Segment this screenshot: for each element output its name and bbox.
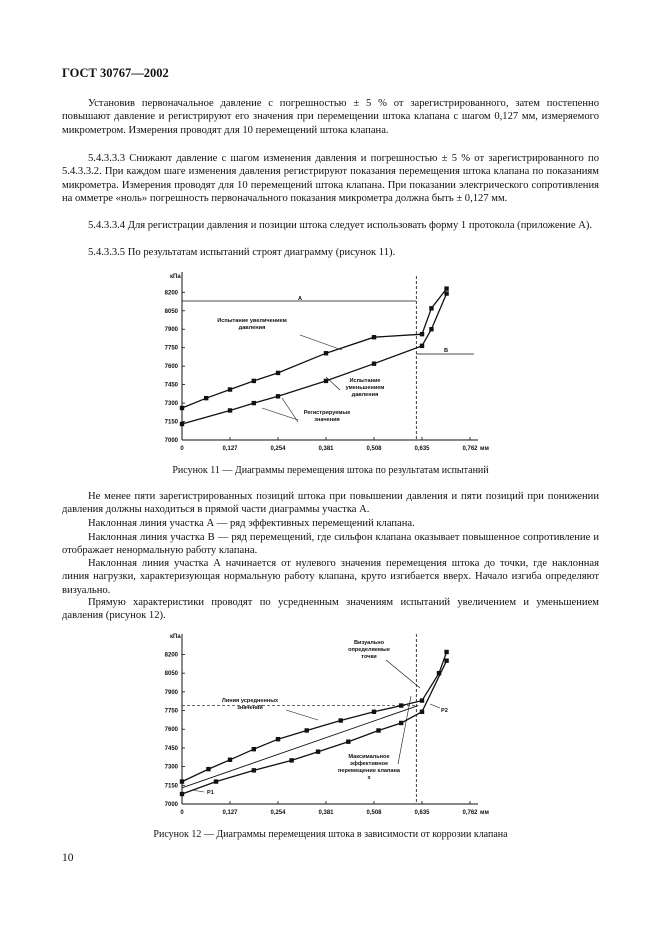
paragraph: Установив первоначальное давление с погрешностью ± 5 % от зарегистрированного, затем постепенно повышают давление и регистрируют его значения при перемещении штока клапана с шагом 0,127 мм, измеряемого микрометром. Измерения проводят для 10 перемещений штока клапана. xyxy=(62,98,599,136)
data-point xyxy=(228,408,232,412)
data-point xyxy=(228,758,232,762)
data-point xyxy=(206,767,210,771)
data-point xyxy=(252,379,256,383)
max-displacement-label: Максимальное эффективное перемещение клапана х xyxy=(337,754,401,781)
x-tick-label: 0,508 xyxy=(366,810,382,816)
paragraph: Прямую характеристики проводят по усредненным значениям испытаний увеличением и уменьшением давления (рисунок 12). xyxy=(62,597,599,622)
visual-label-wrap xyxy=(340,640,398,670)
data-point xyxy=(372,361,376,365)
x-unit-label: мм xyxy=(480,446,489,452)
decrease-label-wrap xyxy=(338,378,392,404)
series-line xyxy=(182,289,447,408)
increase-label-wrap xyxy=(206,318,298,340)
page-number: 10 xyxy=(62,852,74,864)
data-point xyxy=(289,758,293,762)
figure-11-chart xyxy=(0,262,661,462)
page-header: ГОСТ 30767—2002 xyxy=(62,66,169,80)
data-point xyxy=(252,768,256,772)
data-point xyxy=(276,394,280,398)
data-point xyxy=(252,747,256,751)
x-unit-label: мм xyxy=(480,810,489,816)
data-point xyxy=(228,387,232,391)
y-tick-label: 7450 xyxy=(164,382,178,389)
visual-points-label: Визуально определяемые точки xyxy=(348,640,390,660)
data-point xyxy=(399,703,403,707)
x-tick-label: 0,381 xyxy=(318,446,334,452)
data-point xyxy=(420,710,424,714)
y-tick-label: 7300 xyxy=(164,401,178,408)
x-tick-label: 0,635 xyxy=(414,810,430,816)
data-point xyxy=(180,406,184,410)
y-axis-unit xyxy=(170,274,181,280)
y-unit-label: кПа xyxy=(170,274,181,280)
data-point xyxy=(420,332,424,336)
data-point xyxy=(204,396,208,400)
data-point xyxy=(305,728,309,732)
y-tick-label: 7900 xyxy=(164,689,178,696)
data-point xyxy=(276,737,280,741)
y-tick-label: 7450 xyxy=(164,745,178,752)
data-point xyxy=(420,698,424,702)
leader-line xyxy=(300,335,342,350)
y-tick-label: 7600 xyxy=(164,364,178,371)
max-label-wrap xyxy=(336,754,402,788)
y-tick-label: 7150 xyxy=(164,783,178,790)
figure-12-chart xyxy=(0,624,661,824)
y-tick-label: 8200 xyxy=(164,652,178,659)
x-tick-label: 0,381 xyxy=(318,810,334,816)
x-tick-label: 0 xyxy=(180,810,184,816)
leader-line xyxy=(286,710,318,720)
annotations xyxy=(206,296,448,430)
y-tick-label: 7000 xyxy=(164,438,178,444)
paragraph: Наклонная линия участка В — ряд перемещений, где сильфон клапана оказывает повышенное сопротивление и отображает ненормальную работу клапана. xyxy=(62,532,599,557)
data-point xyxy=(429,306,433,310)
y-axis-unit xyxy=(170,634,181,640)
decrease-label: Испытание уменьшением давления xyxy=(345,378,385,398)
figure-11-caption: Рисунок 11 — Диаграммы перемещения штока по результатам испытаний xyxy=(172,465,489,476)
y-tick-label: 7750 xyxy=(164,708,178,715)
data-point xyxy=(180,422,184,426)
data-point xyxy=(444,650,448,654)
avg-label-wrap xyxy=(218,698,282,720)
y-tick-label: 8050 xyxy=(164,308,178,315)
leader-line xyxy=(430,704,440,708)
data-point xyxy=(372,335,376,339)
data-point xyxy=(276,371,280,375)
data-point xyxy=(180,792,184,796)
data-point xyxy=(324,379,328,383)
x-tick-label: 0,762 xyxy=(462,810,478,816)
y-tick-label: 7300 xyxy=(164,764,178,771)
paragraph: 5.4.3.3.5 По результатам испытаний строят диаграмму (рисунок 11). xyxy=(88,247,396,258)
data-point xyxy=(252,401,256,405)
data-point xyxy=(316,749,320,753)
data-point xyxy=(399,721,403,725)
y-tick-label: 7600 xyxy=(164,727,178,734)
registered-label: Регистрируемые значения xyxy=(303,410,351,423)
data-point xyxy=(339,718,343,722)
x-tick-label: 0,635 xyxy=(414,446,430,452)
x-tick-label: 0 xyxy=(180,446,184,452)
increase-label: Испытание увеличением давления xyxy=(217,318,287,331)
data-point xyxy=(444,286,448,290)
y-tick-label: 7150 xyxy=(164,419,178,426)
series-lines xyxy=(180,286,449,426)
y-tick-label: 7000 xyxy=(164,802,178,808)
paragraph: Наклонная линия участка А начинается от нулевого значения перемещения штока до точки, где наклонная линия нагрузки, характеризующая нормальную работу клапана, круто изгибается вверх. Начало изгиба определяют визуально. xyxy=(62,558,599,596)
x-tick-label: 0,762 xyxy=(462,446,478,452)
data-point xyxy=(324,351,328,355)
data-point xyxy=(376,728,380,732)
data-point xyxy=(420,344,424,348)
region-a-label: А xyxy=(298,296,303,302)
x-tick-label: 0,127 xyxy=(222,446,238,452)
data-point xyxy=(429,327,433,331)
p2-label: P2 xyxy=(441,708,448,714)
y-unit-label: кПа xyxy=(170,634,181,640)
data-point xyxy=(214,779,218,783)
paragraph: 5.4.3.3.4 Для регистрации давления и позиции штока следует использовать форму 1 протокола (приложение А). xyxy=(88,220,593,231)
average-line-label: Линия усредненных значений xyxy=(221,698,279,711)
registered-label-wrap xyxy=(296,410,358,430)
figure-12-caption: Рисунок 12 — Диаграммы перемещения штока в зависимости от коррозии клапана xyxy=(153,829,508,840)
y-tick-label: 7750 xyxy=(164,345,178,352)
data-point xyxy=(180,779,184,783)
x-tick-label: 0,254 xyxy=(270,446,286,452)
y-tick-label: 8050 xyxy=(164,671,178,678)
paragraph: Не менее пяти зарегистрированных позиций штока при повышении давления и пяти позиций при понижении давления должны находиться в прямой части диаграммы участка А. xyxy=(62,491,599,516)
x-tick-label: 0,127 xyxy=(222,810,238,816)
p1-label: P1 xyxy=(207,790,214,796)
data-point xyxy=(444,291,448,295)
x-tick-label: 0,254 xyxy=(270,810,286,816)
paragraph: Наклонная линия участка А — ряд эффективных перемещений клапана. xyxy=(88,518,415,529)
paragraph: 5.4.3.3.3 Снижают давление с шагом изменения давления и погрешностью ± 5 % от зарегистрированного по 5.4.3.3.2. При каждом шаге изменения давления регистрируют показания перемещения штока клапана по показаниям микрометра. Измерения проводят для 10 перемещений штока клапана. При показании электрического сопротивления на омметре «ноль» погрешность первоначального показания микрометра должна быть ± 0,127 мм. xyxy=(62,153,599,204)
region-b-label: В xyxy=(444,348,449,354)
data-point xyxy=(346,739,350,743)
y-tick-label: 8200 xyxy=(164,290,178,297)
y-tick-label: 7900 xyxy=(164,327,178,334)
data-point xyxy=(444,658,448,662)
data-point xyxy=(372,710,376,714)
series-line xyxy=(182,294,447,425)
x-tick-label: 0,508 xyxy=(366,446,382,452)
